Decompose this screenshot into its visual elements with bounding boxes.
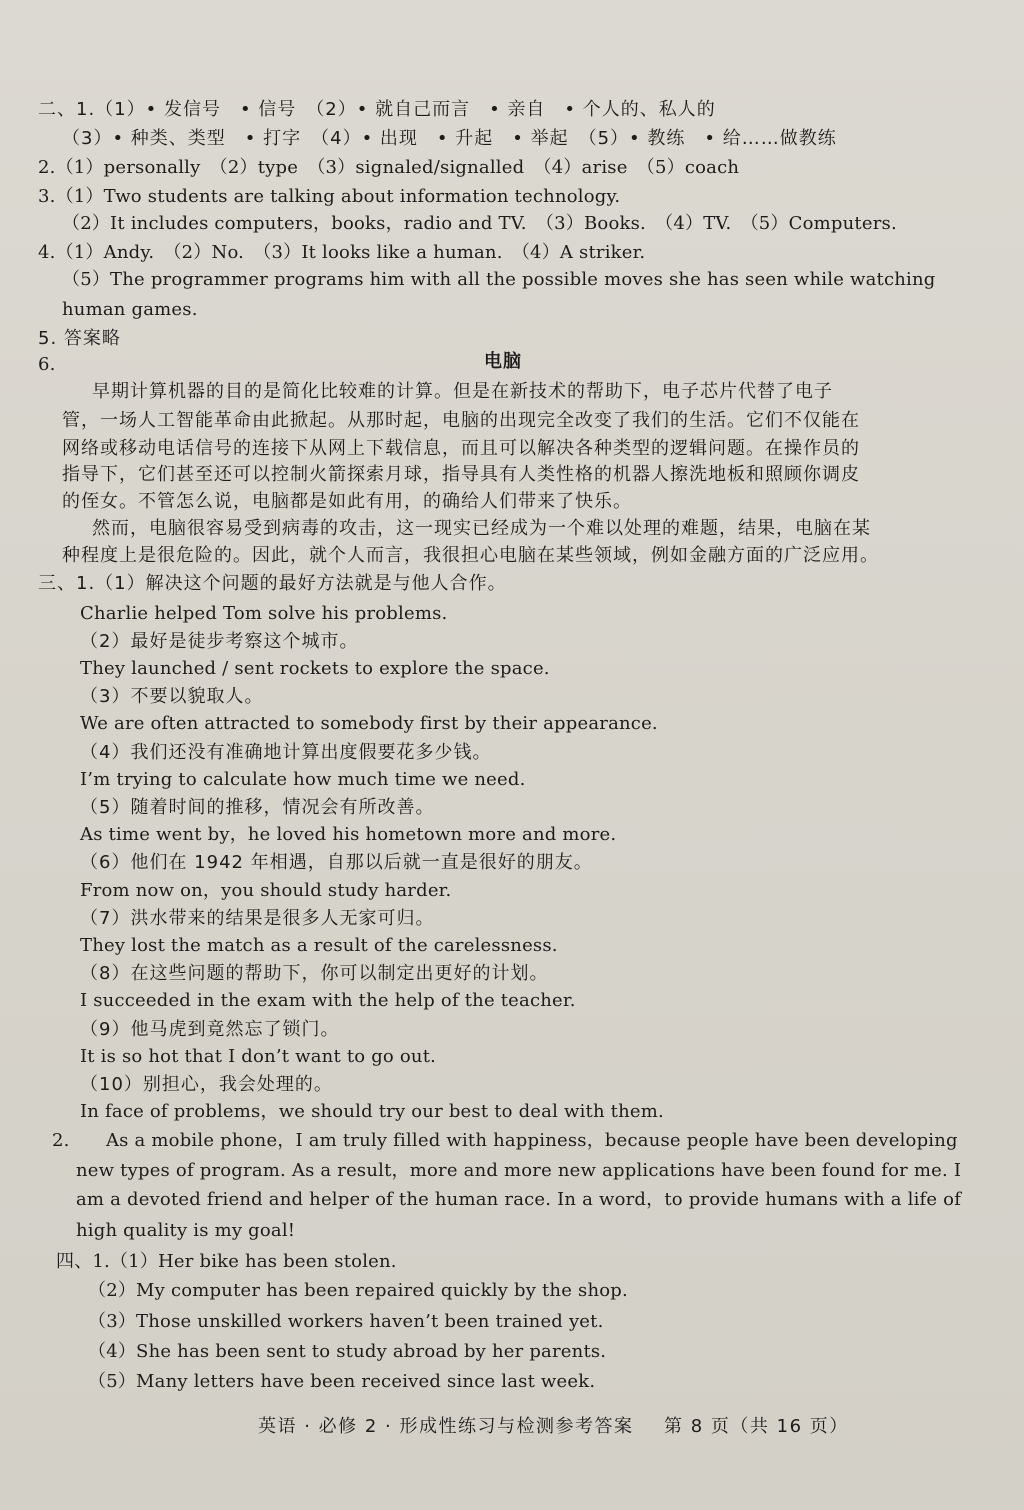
part3-p2-line: am a devoted friend and helper of the human race. In a word，to provide humans with a life of xyxy=(76,1189,962,1210)
part3-line: （10）别担心，我会处理的。 xyxy=(80,1074,333,1095)
part4-line: （5）Many letters have been received since last week. xyxy=(88,1371,596,1392)
part2-line-9: 5. 答案略 xyxy=(38,328,121,349)
essay-line: 网络或移动电话信号的连接下从网上下载信息，而且可以解决各种类型的逻辑问题。在操作员的 xyxy=(62,438,860,459)
part3-line: We are often attracted to somebody first by their appearance. xyxy=(80,713,658,734)
essay-line: 早期计算机器的目的是简化比较难的计算。但是在新技术的帮助下，电子芯片代替了电子 xyxy=(92,381,833,402)
part4-line: （2）My computer has been repaired quickly by the shop. xyxy=(88,1280,628,1301)
part2-line-1: 二、1.（1）• 发信号 • 信号 （2）• 就自己而言 • 亲自 • 个人的、私人的 xyxy=(38,99,716,120)
part3-p2-line: new types of program. As a result，more and more new applications have been found for me. I xyxy=(76,1160,962,1181)
part2-line-2: （3）• 种类、类型 • 打字 （4）• 出现 • 升起 • 举起 （5）• 教练 • 给……做教练 xyxy=(62,128,837,149)
part3-line: （7）洪水带来的结果是很多人无家可归。 xyxy=(80,908,435,929)
part3-line: I succeeded in the exam with the help of the teacher. xyxy=(80,990,576,1011)
part3-line: They launched / sent rockets to explore the space. xyxy=(80,658,550,679)
part3-line: Charlie helped Tom solve his problems. xyxy=(80,603,448,624)
part3-line: From now on，you should study harder. xyxy=(80,880,452,901)
part3-line: （2）最好是徒步考察这个城市。 xyxy=(80,631,359,652)
part3-p2-line: 2. As a mobile phone，I am truly filled with happiness，because people have been developing xyxy=(52,1130,958,1151)
part3-line: They lost the match as a result of the carelessness. xyxy=(80,935,558,956)
part3-line: （4）我们还没有准确地计算出度假要花多少钱。 xyxy=(80,742,492,763)
page-number: 第 8 页（共 16 页） xyxy=(664,1416,849,1437)
part4-line: （4）She has been sent to study abroad by her parents. xyxy=(88,1341,607,1362)
part2-line-3: 2.（1）personally （2）type （3）signaled/signalled （4）arise （5）coach xyxy=(38,157,740,178)
part2-line-4: 3.（1）Two students are talking about information technology. xyxy=(38,186,621,207)
part3-line: As time went by，he loved his hometown more and more. xyxy=(80,824,617,845)
part3-line: （5）随着时间的推移，情况会有所改善。 xyxy=(80,797,435,818)
part3-line: I’m trying to calculate how much time we need. xyxy=(80,769,526,790)
part3-line: （9）他马虎到竟然忘了锁门。 xyxy=(80,1019,340,1040)
essay-title: 电脑 xyxy=(484,351,522,372)
essay-line: 管，一场人工智能革命由此掀起。从那时起，电脑的出现完全改变了我们的生活。它们不仅能在 xyxy=(62,410,860,431)
essay-line: 种程度上是很危险的。因此，就个人而言，我很担心电脑在某些领域，例如金融方面的广泛应用。 xyxy=(62,545,879,566)
part3-line: （6）他们在 1942 年相遇，自那以后就一直是很好的朋友。 xyxy=(80,852,593,873)
part2-line-5: （2）It includes computers，books，radio and TV. （3）Books. （4）TV. （5）Computers. xyxy=(62,213,897,234)
part3-heading: 三、1.（1）解决这个问题的最好方法就是与他人合作。 xyxy=(38,573,507,594)
part3-line: It is so hot that I don’t want to go out. xyxy=(80,1046,437,1067)
part3-p2-line: high quality is my goal! xyxy=(76,1220,296,1241)
essay-line: 的侄女。不管怎么说，电脑都是如此有用，的确给人们带来了快乐。 xyxy=(62,491,632,512)
part3-line: （8）在这些问题的帮助下，你可以制定出更好的计划。 xyxy=(80,963,549,984)
part2-line-6: 4.（1）Andy. （2）No. （3）It looks like a human. （4）A striker. xyxy=(38,242,646,263)
part2-line-8: human games. xyxy=(62,299,198,320)
part4-line: （3）Those unskilled workers haven’t been trained yet. xyxy=(88,1311,604,1332)
part3-line: （3）不要以貌取人。 xyxy=(80,686,264,707)
part3-line: In face of problems，we should try our best to deal with them. xyxy=(80,1101,664,1122)
part2-line-7: （5）The programmer programs him with all the possible moves she has seen while watching xyxy=(62,269,936,290)
part4-line: 四、1.（1）Her bike has been stolen. xyxy=(56,1251,397,1272)
essay-line: 然而，电脑很容易受到病毒的攻击，这一现实已经成为一个难以处理的难题，结果，电脑在某 xyxy=(92,518,871,539)
footer-title: 英语 · 必修 2 · 形成性练习与检测参考答案 xyxy=(258,1416,634,1437)
essay-line: 指导下，它们甚至还可以控制火箭探索月球，指导具有人类性格的机器人擦洗地板和照顾你调皮 xyxy=(62,464,860,485)
part2-line-10: 6. xyxy=(38,354,56,375)
